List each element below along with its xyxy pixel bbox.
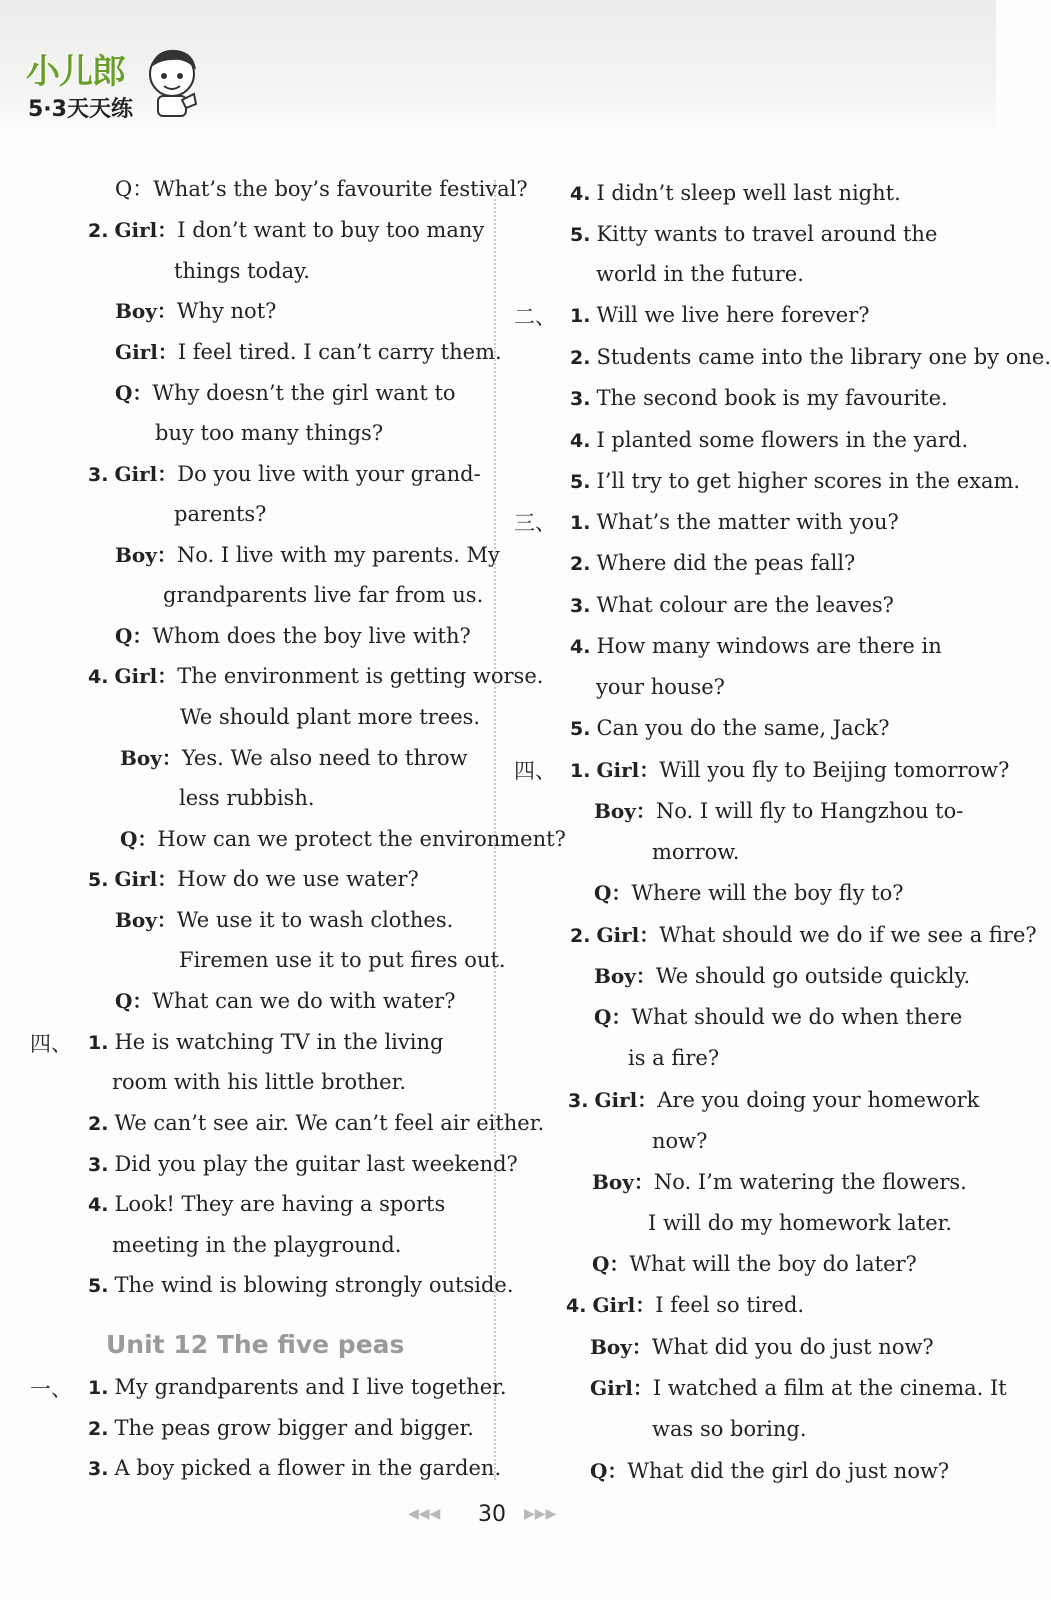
- question-line: Q：Why doesn’t the girl want to: [115, 381, 456, 405]
- sentence-line: 2. We can’t see air. We can’t feel air either.: [88, 1111, 545, 1135]
- dialogue-line: Girl：I feel tired. I can’t carry them.: [115, 340, 502, 364]
- section-marker: 四、: [514, 759, 556, 783]
- dialogue-line: We should plant more trees.: [180, 705, 481, 729]
- dialogue-line: morrow.: [652, 840, 740, 864]
- dialogue-line: Boy：No. I’m watering the flowers.: [592, 1170, 967, 1194]
- question-line: Q：Where will the boy fly to?: [594, 881, 904, 905]
- sentence-line: 5. The wind is blowing strongly outside.: [88, 1273, 514, 1297]
- dialogue-line: Boy：What did you do just now?: [590, 1335, 934, 1359]
- sentence-line: 3. The second book is my favourite.: [570, 386, 948, 410]
- sentence-line: 4. I didn’t sleep well last night.: [570, 181, 901, 205]
- dialogue-line: Boy：Yes. We also need to throw: [120, 746, 468, 770]
- section-marker: 一、: [30, 1377, 72, 1401]
- series-title: 5·3天天练: [28, 97, 133, 122]
- question-line: buy too many things?: [155, 421, 384, 445]
- sentence-line: 1. Will we live here forever?: [570, 303, 870, 327]
- dialogue-line: 4. Girl：The environment is getting worse.: [88, 664, 544, 688]
- dialogue-line: 5. Girl：How do we use water?: [88, 867, 419, 891]
- question-line: Q：What did the girl do just now?: [590, 1459, 950, 1483]
- section-marker: 二、: [514, 305, 556, 329]
- sentence-line: 5. Can you do the same, Jack?: [570, 716, 890, 740]
- sentence-line: 3. What colour are the leaves?: [570, 593, 894, 617]
- dialogue-line: Boy：No. I live with my parents. My: [115, 543, 500, 567]
- dialogue-line: Girl：I watched a film at the cinema. It: [590, 1376, 1007, 1400]
- sentence-line: world in the future.: [596, 262, 804, 286]
- dialogue-line: 1. Girl：Will you fly to Beijing tomorrow?: [570, 758, 1010, 782]
- dialogue-line: Firemen use it to put fires out.: [179, 948, 506, 972]
- dialogue-line: Boy：We use it to wash clothes.: [115, 908, 454, 932]
- prev-arrows-icon: ◀◀◀: [408, 1506, 441, 1522]
- dialogue-line: I will do my homework later.: [648, 1211, 953, 1235]
- sentence-line: 2. Where did the peas fall?: [570, 551, 856, 575]
- dialogue-line: 4. Girl：I feel so tired.: [566, 1293, 805, 1317]
- dialogue-line: parents?: [174, 502, 267, 526]
- question-line: Q：Whom does the boy live with?: [115, 624, 471, 648]
- sentence-line: 2. The peas grow bigger and bigger.: [88, 1416, 474, 1440]
- dialogue-line: 2. Girl：What should we do if we see a fire?: [570, 923, 1037, 947]
- sentence-line: 1. My grandparents and I live together.: [88, 1375, 507, 1399]
- dialogue-line: grandparents live far from us.: [163, 583, 484, 607]
- sentence-line: room with his little brother.: [112, 1070, 406, 1094]
- question-line: Q：How can we protect the environment?: [120, 827, 566, 851]
- sentence-line: your house?: [596, 675, 725, 699]
- dialogue-line: Boy：No. I will fly to Hangzhou to-: [594, 799, 964, 823]
- dialogue-line: less rubbish.: [179, 786, 315, 810]
- dialogue-line: now?: [652, 1129, 708, 1153]
- question-line: is a fire?: [628, 1046, 720, 1070]
- dialogue-line: 3. Girl：Do you live with your grand-: [88, 462, 481, 486]
- sentence-line: 3. Did you play the guitar last weekend?: [88, 1152, 518, 1176]
- question-line: Q：What can we do with water?: [115, 989, 456, 1013]
- question-line: Q：What’s the boy’s favourite festival?: [115, 177, 528, 201]
- sentence-line: 1. He is watching TV in the living: [88, 1030, 444, 1054]
- mascot-icon: [142, 44, 204, 118]
- sentence-line: 4. I planted some flowers in the yard.: [570, 428, 969, 452]
- dialogue-line: Boy：Why not?: [115, 299, 277, 323]
- section-marker: 三、: [514, 511, 556, 535]
- dialogue-line: 2. Girl：I don’t want to buy too many: [88, 218, 485, 242]
- dialogue-line: 3. Girl：Are you doing your homework: [568, 1088, 980, 1112]
- sentence-line: 1. What’s the matter with you?: [570, 510, 899, 534]
- dialogue-line: Boy：We should go outside quickly.: [594, 964, 971, 988]
- sentence-line: 3. A boy picked a flower in the garden.: [88, 1456, 502, 1480]
- section-marker: 四、: [30, 1032, 72, 1056]
- page-header: [0, 0, 996, 132]
- sentence-line: 4. Look! They are having a sports: [88, 1192, 446, 1216]
- question-line: Q：What should we do when there: [594, 1005, 963, 1029]
- next-arrows-icon: ▶▶▶: [524, 1506, 557, 1522]
- sentence-line: meeting in the playground.: [112, 1233, 402, 1257]
- page-number: 30: [478, 1502, 506, 1527]
- unit-title: Unit 12 The five peas: [106, 1330, 405, 1359]
- dialogue-line: things today.: [174, 259, 310, 283]
- sentence-line: 2. Students came into the library one by one.: [570, 345, 1051, 369]
- brand-logo: 小儿郎: [26, 52, 125, 92]
- sentence-line: 5. Kitty wants to travel around the: [570, 222, 938, 246]
- question-line: Q：What will the boy do later?: [592, 1252, 917, 1276]
- sentence-line: 5. I’ll try to get higher scores in the exam.: [570, 469, 1021, 493]
- dialogue-line: was so boring.: [652, 1417, 807, 1441]
- sentence-line: 4. How many windows are there in: [570, 634, 942, 658]
